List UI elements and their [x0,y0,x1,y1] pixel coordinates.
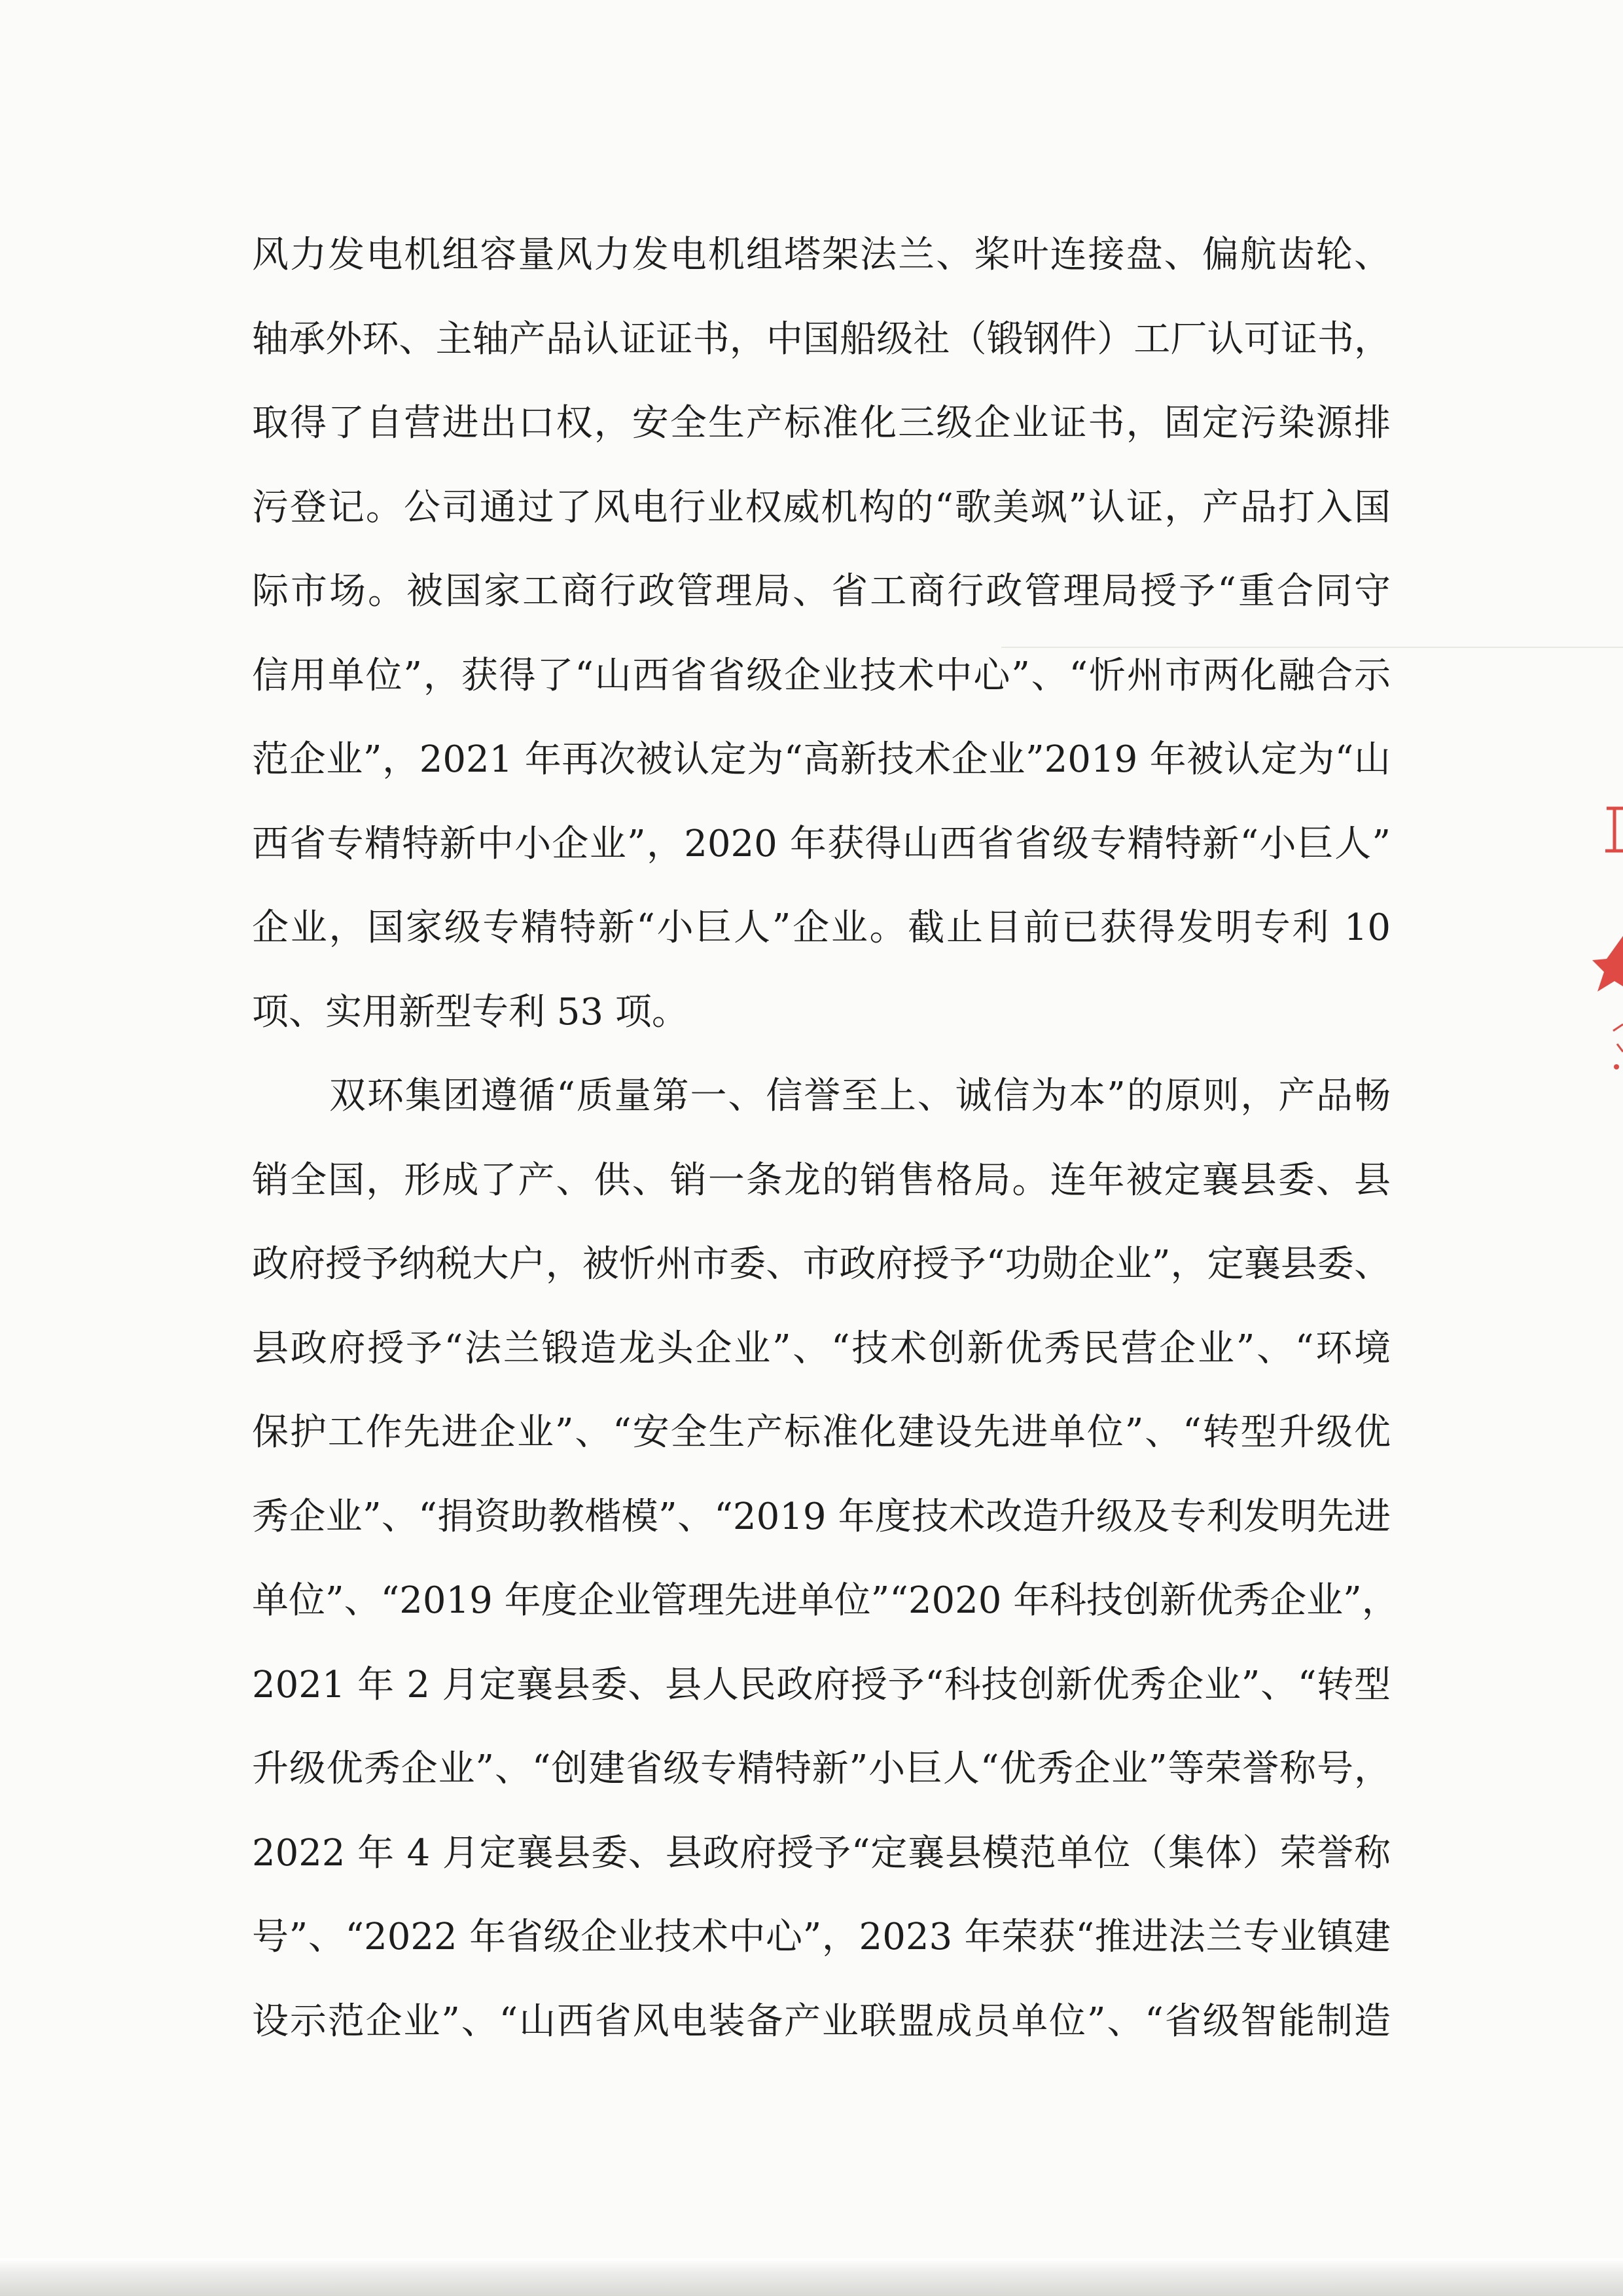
text-line: 2021 年 2 月定襄县委、县人民政府授予“科技创新优秀企业”、“转型 [252,1663,1391,1706]
document-body [252,213,1399,2064]
red-seal-fragment [1587,795,1623,1109]
paragraph-start-line: 双环集团遵循“质量第一、信誉至上、诚信为本”的原则，产品畅 [329,1075,1391,1117]
text-line: 升级优秀企业”、“创建省级专精特新”小巨人“优秀企业”等荣誉称号， [252,1748,1391,1790]
text-line: 保护工作先进企业”、“安全生产标准化建设先进单位”、“转型升级优 [252,1411,1391,1454]
text-line: 号”、“2022 年省级企业技术中心”，2023 年荣获“推进法兰专业镇建 [252,1916,1391,1958]
text-line: 销全国，形成了产、供、销一条龙的销售格局。连年被定襄县委、县 [252,1158,1391,1202]
text-line: 轴承外环、主轴产品认证证书，中国船级社（锻钢件）工厂认可证书， [252,317,1391,361]
text-line: 范企业”，2021 年再次被认定为“高新技术企业”2019 年被认定为“山 [252,738,1391,781]
paragraph-end-line: 项、实用新型专利 53 项。 [252,990,688,1033]
text-line: 企业，国家级专精特新“小巨人”企业。截止目前已获得发明专利 10 [252,906,1391,949]
text-line: 2022 年 4 月定襄县委、县政府授予“定襄县模范单位（集体）荣誉称 [252,1831,1391,1874]
text-line: 信用单位”，获得了“山西省省级企业技术中心”、“忻州市两化融合示 [252,654,1391,697]
text-line: 设示范企业”、“山西省风电装备产业联盟成员单位”、“省级智能制造 [252,2000,1391,2043]
text-line: 际市场。被国家工商行政管理局、省工商行政管理局授予“重合同守 [252,570,1391,613]
text-line: 政府授予纳税大户，被忻州市委、市政府授予“功勋企业”，定襄县委、 [252,1243,1391,1285]
text-line: 县政府授予“法兰锻造龙头企业”、“技术创新优秀民营企业”、“环境 [252,1327,1391,1370]
scan-bottom-edge [0,2258,1623,2296]
text-line: 单位”、“2019 年度企业管理先进单位”“2020 年科技创新优秀企业”， [252,1579,1399,1622]
text-line: 取得了自营进出口权，安全生产标准化三级企业证书，固定污染源排 [252,402,1391,444]
text-line: 秀企业”、“捐资助教楷模”、“2019 年度技术改造升级及专利发明先进 [252,1495,1391,1538]
text-line: 风力发电机组容量风力发电机组塔架法兰、桨叶连接盘、偏航齿轮、 [252,234,1391,276]
text-line: 西省专精特新中小企业”，2020 年获得山西省省级专精特新“小巨人” [252,822,1391,865]
text-line: 污登记。公司通过了风电行业权威机构的“歌美飒”认证，产品打入国 [252,486,1391,529]
